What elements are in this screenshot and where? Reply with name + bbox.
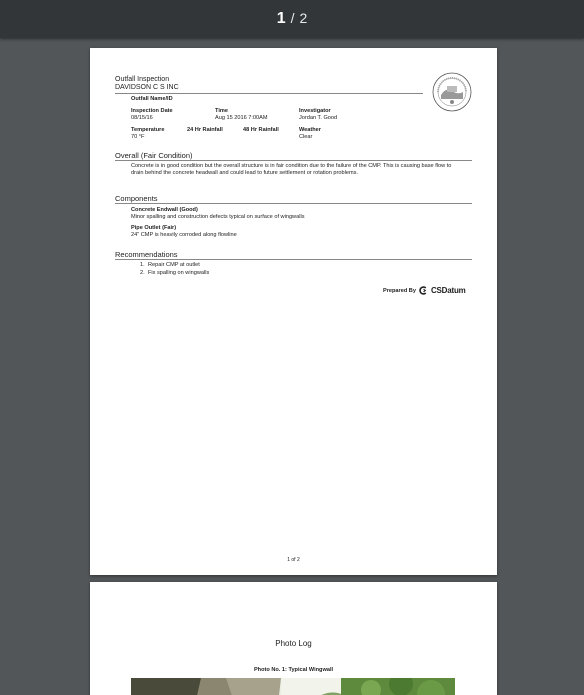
prepared-by: [383, 286, 466, 295]
outfall-name-label: Outfall Name/ID: [131, 96, 173, 102]
component-pipe-title: Pipe Outlet (Fair): [131, 225, 177, 231]
temperature-label: Temperature: [131, 127, 165, 133]
csdatum-logo-icon: [419, 286, 428, 295]
recommendations-heading: Recommendations: [115, 250, 178, 259]
page-footer-number: 1 of 2: [287, 557, 300, 563]
temperature-value: 70 °F: [131, 134, 145, 140]
pdf-page-2: [90, 582, 497, 695]
overall-description: Concrete is in good condition but the overall structure is in fair condition due to the failure of the CMP. This is causing base flow to drain behind the concrete headwall and could lead to future settlement or rotation problems.: [131, 163, 452, 176]
company-name: DAVIDSON C S INC: [115, 84, 179, 91]
csdatum-logo-text: CSDatum: [430, 286, 466, 295]
overall-divider: [115, 160, 472, 161]
wingwall-photo: [131, 678, 455, 695]
time-label: Time: [215, 108, 228, 114]
rainfall-48hr-label: 48 Hr Rainfall: [243, 127, 279, 133]
components-divider: [115, 203, 472, 204]
weather-label: Weather: [299, 127, 321, 133]
list-item: 2. Fix spalling on wingwalls: [140, 269, 210, 276]
investigator-value: Jordan T. Good: [299, 115, 338, 121]
list-item: 1. Repair CMP at outlet: [140, 262, 200, 268]
report-title: Outfall Inspection: [115, 76, 170, 83]
weather-value: Clear: [299, 134, 313, 140]
recommendations-list: [140, 262, 209, 277]
component-endwall-text: Minor spalling and construction defects typical on surface of wingwalls: [131, 214, 305, 220]
page-separator: /: [290, 10, 295, 26]
inspection-date-value: 08/15/16: [131, 115, 153, 121]
components-heading: Components: [115, 194, 158, 203]
recommendations-divider: [115, 259, 472, 260]
component-endwall-title: Concrete Endwall (Good): [131, 207, 198, 213]
seal-logo-icon: [432, 72, 472, 112]
prepared-by-label: Prepared By: [383, 287, 416, 294]
component-pipe-text: 24" CMP is heavily corroded along flowline: [131, 232, 237, 238]
pdf-page-1: [90, 48, 497, 575]
pdf-viewer[interactable]: [0, 38, 584, 695]
investigator-label: Investigator: [299, 108, 331, 114]
current-page-number[interactable]: 1: [276, 10, 286, 27]
time-value: Aug 15 2016 7:00AM: [215, 115, 268, 121]
overall-heading: Overall (Fair Condition): [115, 151, 193, 160]
photo-caption: Photo No. 1: Typical Wingwall: [253, 667, 334, 673]
inspection-date-label: Inspection Date: [131, 108, 173, 114]
header-divider: [115, 93, 423, 94]
page-indicator: [277, 10, 308, 28]
rainfall-24hr-label: 24 Hr Rainfall: [187, 127, 223, 133]
photo-log-title: Photo Log: [275, 639, 312, 648]
pdf-toolbar: [0, 0, 584, 38]
total-pages: 2: [299, 10, 308, 26]
